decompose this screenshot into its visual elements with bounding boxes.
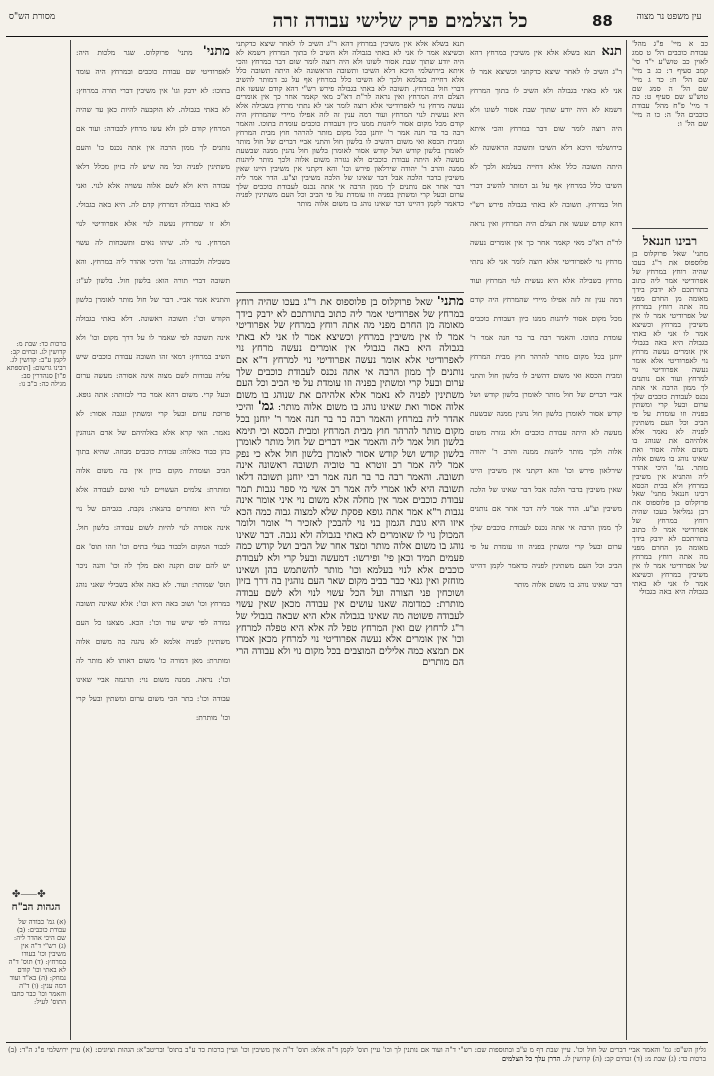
page-title: כל הצלמים פרק שלישי עבודה זרה — [272, 10, 528, 32]
ein-mishpat-label: עין משפט נר מצוה — [636, 12, 702, 22]
gilyon-hashas: גליון הש"ס: גמ' והאמר אביי דברים של חול וכו'. עיין שבת דף מ ע"ב ובתוספות שם: רש"י ד"ה ועוד אם נותנין לך וכו' עיין תוס' לקמן ד"ה אלא: תוס' ד"ה אין משיבין וכו' ועיין ברכות כד ע"ב בתוס' ובריטב"א: הגהות וציונים: (א) עיין ירושלמי פ"ג ה"ד: (ב) ברכות כד: (ג) שבת מ: (ד) זבחים קב: (ה) קדושין לג. — [8, 1046, 706, 1063]
main-top-rule — [236, 292, 464, 293]
ein-mishpat-rule — [632, 228, 708, 229]
commentary-above-main: תנא בשלא אלא אין משיבין במרחץ דהא ר"ג השיב לו לאחר שיצא כדקתני וכשיצא אמר לו אני לא באתי בגבולה ולא השיב לו בתוך המרחץ דשמא לא היה יודע שתוך שבת אסור לשונו ולא היה רוצה לומר שום דבר במרחץ והכי איתא בירושלמי היכא דלא השיבו ותשובה הראשונה לא היתה תשובה כלל אלא דחייה בעלמא ולכך לא השיבו כלל במרחץ אף על גב דמותר להשיב דברי חול במרחץ. תשובה לא באתי בגבולה פירש רש"י דהא קודם שעשו את הצלם היה המרחץ ואין נראה לר"ת דא"כ מאי קאמר אחר כך אין אומרים נעשה מרחץ נוי לאפרודיטי אלא רוצה לומר אני לא נתתי מרחץ בשבילה אלא היא נעשית לנוי המרחץ ועוד דמה ענין זה לזה אפילו מיירי שהמרחץ היה קודם מכל מקום אסור ליהנות ממנו כיון דעבודת כוכבים עומדת בתוכו. והאמר רבה בר בר חנה אמר ר' יוחנן בכל מקום מותר להרהר חוץ מבית המרחץ ומבית הכסא ואי משום דהשיב לו בלשון חול והתני אביי דברים של חול מותר לאומרן בלשון קודש ושל קודש אסור לאומרן בלשון חול נהנין ממנה שבשעת מעשה לא היתה עבודת כוכבים ולא נגזרה משום אלוה ולכך מותר ליהנות ממנה והרב ר' יהודה שירלאון פירש וכו' והא דקתני אין משיבין היינו שאין משיבין בדבר הלכה אבל דבר שאינו של הלכה משיבין וצ"ע. הדר אמר ליה דבר אחר אם נותנים לך ממון הרבה אי אתה נכנס לעבודת כוכבים שלך ערום ובעל קרי ומשתין בפניה וזו עומדת על פי הביב וכל העם משתינין לפניה כדאמר לקמן דהיינו דבר שאינו נוהג בו משום אלוה מותר — [236, 40, 464, 209]
rashi-column — [76, 40, 230, 1040]
tosafot-column — [470, 40, 622, 800]
hadran-mark: הדרן עלך כל הצלמים — [501, 1053, 561, 1063]
tosafot-text: תנא בשלא אלא אין משיבין במרחץ דהא ר"ג השיב לו לאחר שיצא כדקתני וכשיצא אמר לו אני לא באתי בגבולה ולא השיב לו בתוך המרחץ דשמא לא היה יודע שתוך שבת אסור לשונו ולא היה רוצה לומר שום דבר במרחץ והכי איתא בירושלמי היכא דלא השיבו ותשובה הראשונה לא היתה תשובה כלל אלא דחייה בעלמא ולכך לא השיבו כלל במרחץ אף על גב דמותר להשיב דברי חול במרחץ. תשובה לא באתי בגבולה פירש רש"י דהא קודם שעשו את הצלם היה המרחץ ואין נראה לר"ת דא"כ מאי קאמר אחר כך אין אומרים נעשה מרחץ נוי לאפרודיטי אלא רוצה לומר אני לא נתתי מרחץ בשבילה אלא היא נעשית לנוי המרחץ ועוד דמה ענין זה לזה אפילו מיירי שהמרחץ היה קודם מכל מקום אסור ליהנות ממנו כיון דעבודת כוכבים עומדת בתוכו. והאמר רבה בר בר חנה אמר ר' יוחנן בכל מקום מותר להרהר חוץ מבית המרחץ ומבית הכסא ואי משום דהשיב לו בלשון חול והתני אביי דברים של חול מותר לאומרן בלשון קודש ושל קודש אסור לאומרן בלשון חול נהנין ממנה שבשעת מעשה לא היתה עבודת כוכבים ולא נגזרה משום אלוה ולכך מותר ליהנות ממנה והרב ר' יהודה שירלאון פירש וכו' והא דקתני אין משיבין היינו שאין משיבין בדבר הלכה אבל דבר שאינו של הלכה משיבין וצ"ע. הדר אמר ליה דבר אחר אם נותנים לך ממון הרבה אי אתה נכנס לעבודת כוכבים שלך ערום ובעל קרי ומשתין בפניה וזו עומדת על פי הביב וכל העם משתינין לפניה כדאמר לקמן דהיינו דבר שאינו נוהג בו משום אלוה מותר — [470, 48, 622, 589]
rashi-text: מתני' פרוקלוס. שגר מלכות היה: לאפרודיטי שם עבודת כוכבים ובמרחץ היה עומד בתוכו: לא ידבק וגו' אין משיבין דברי תורה במרחץ: לא באתי בגבולה. לא הוקבעה להיות כאן עד שהיה המרחץ קודם לכן ולא עשו מרחץ לכבודה: ועוד אם נותנים לך ממון הרבה אין אתה נכנס כו' והעם משתינין לפניה וכל מה שיש לה בזיון מכלל דלאו עבודה היא ולא לשם אלוה עשויה אלא לנוי. ואני לא באתי בגבולה דמרחץ קדם לה. היא באה בגבולי. ולא זו שמרחץ נעשה לנוי אלא אפרודיטי לנוי המרחץ. נוי לה. שיהו נאים ותשבחות לה עשוי בשבילה ולכבודה: גמ' והיכי אהדר ליה במרחץ. והא תשובה דברי תורה הוא: בלשון חול. בלשון לע"ז: והתניא אמר אביי. דבר של חול מותר לאומרן בלשון הקודש וכו': תשובה ראשונה. דלא באתי בגבולה אינה תשובה לפי שאמר לו על דרך מקום וכו' ולא השיב במרחץ: דמאי זהו תשובה עבודת כוכבים שיש עליה עבודות לשם מצוה אינה אסורה: מעשה ערום ובעל קרי. משום דהא אמר כדי לבזותה: אתה גופא. פרוכת ערום ובעל קרי ומשתין ונגבה אסור: לא נאמר. האי קרא אלא באלהיהם של אדם הנוהגין בהן כבוד כאלוה: עבודת כוכבים מבוזה. שהיא בתוך הביב ועומדת מקום בזיון אין בה משום אלוה ומותרת: צלמים העשויים לנוי ואינם לעבודה אלא לנוי היא ומותרים בהנאה: נקבת. בגביהם של נוי אינה אסורה לנוי להיות לשום עבודה: בלשון חול. לכבוד המקום ולכבוד בעלי בתים וכו' וזהו תוס' אם יש להם שום תקנה ואם מלך לה וכו' והנה ניכר תוס' שמותר: ועוד. לא באה אלא בשבילי שאני נוהג במרחץ וכו' ושוב באה היא וכו': אלא שאינה תשובה גמורה לפי שיש עוד וכו': הכא. מצאנו כל העם משתינין לפניה אלמא לא נהגה בה משום אלוה ומותרת: מאן דמורה כו' משום דאותו לא מותר לה וכו': נראה. ממנה משום נוי: תרגמה אביי שאינו עבודה וכו': בתר הכי משום ערום ומשתין ובעל קרי וכו' מותרת: — [76, 48, 230, 722]
left-margin-rule — [70, 40, 71, 1040]
footer-notes — [8, 1046, 706, 1063]
page-number: 88 — [592, 12, 613, 30]
mishnah-text: שאל פרוקלוס בן פלוספוס את ר"ג בעכו שהיה רוחץ במרחץ של אפרודיטי אמר ליה כתוב בתורתכם לא ידבק בידך מאומה מן החרם מפני מה אתה רוחץ במרחץ של אפרודיטי אמר לו אין משיבין במרחץ וכשיצא אמר לו אני לא באתי בגבולה היא באה בגבולי אין אומרים נעשה מרחץ נוי לאפרודיטי אלא אומר נעשה אפרודיטי נוי למרחץ ד"א אם נותנים לך ממון הרבה אי אתה נכנס לעבודת כוכבים שלך ערום ובעל קרי ומשתין בפניה וזו עומדת על פי הביב וכל העם משתינין לפניה לא נאמר אלא אלהיהם את שנוהג בו משום אלוה אסור ואת שאינו נוהג בו משום אלוה מותר: — [236, 297, 464, 414]
page-header — [0, 6, 714, 36]
mishnah-tag: מתני' — [436, 296, 464, 309]
footer-rule — [6, 1042, 708, 1043]
right-margin-rule — [626, 40, 627, 1040]
gemara-tag: גמ' — [257, 399, 274, 415]
ornament-divider: ✤⸺✤ — [12, 889, 46, 900]
gemara-text: והיכי אהדר ליה במרחץ והאמר רבה בר בר חנה אמר ר' יוחנן בכל מקום מותר להרהר חוץ מבית המרחץ ומבית הכסא וכי תימא בלשון חול אמר ליה והאמר אביי דברים של חול מותר לאומרן בלשון קודש ושל קודש אסור לאומרן בלשון חול אלא כי נפק אמר ליה אמר רב זוטרא בר טוביה תשובה ראשונה אינה תשובה. והאמר רבה בר בר חנה אמר רבי יוחנן תשובה דלאו תשובה היא לאו אמרי ליה אמר רב אשי מי ספר נגבות תמר עבודת כוכבים אמר אין מחלה אלא משום נוי איני אומר אינה נגבות ר"א אמר אתה גופא פסקת שלא למצוה גבוה כמה הכא איזו היא גובת הגמון בני נוי להבכין לאזכיר ר' אומר ולומר המכולן נוי לו שאומרים לא באתי בגבולה ולא נגבה. דבר שאינו נוהג בו משום אלוה מותר ומצד אחר של הביב ושל קודש כמה פעמים תמיד וכאן פי' ופירשו: דמעשה ובעל קרי ולא לעבודת כוכבים אלא לנוי בעלמא וכו' מותר להשתמש בהן ושאינו מוחזק ואין גנאי כבר בביב מקום שאר העם נוהגין בה דרך בזיון ושוכחין פני הצורה ועל הכל עשוי לנוי ולא לשם עבודה מותרת: כמדומה שאנו עושים אין עבודה מכאן שאין עשוי לעבודה פשוטה מה שאינו בגבולה אלא היא שבאה בגבולי של ר"ג לרחוץ שם ואין המרחץ טפל לה אלא היא טפלה למרחץ וכו' אין אומרים אלא נעשה אפרודיטי נוי למרחץ מכאן אמרו אם תמצא כמה אלילים המוצבים בכל מקום נוי ולא עבודה הרי הם מותרים — [236, 402, 464, 669]
masoret-text: ברכות כד: שבת מ: קדושין לג. זבחים קב: לקמן ע"ב: קדושין לג. רבינו גרשום: [תוספתא פ"ו] סנהדרין סב: מגילה כה: ב"ב נו: — [6, 340, 66, 388]
header-rule — [6, 36, 708, 37]
masoret-label: מסורת הש"ס — [8, 12, 56, 22]
tosafot-heading: תנא — [601, 44, 622, 59]
haggahot-heading: הגהות הב"ח — [11, 902, 61, 913]
rashi-heading: מתני' — [202, 44, 230, 59]
rabbeinu-chananel-text: מתני' שאל פרוקלוס בן פלוספוס את ר"ג בעכו שהיה רוחץ במרחץ של אפרודיטי אמר ליה כתוב בתורתכם לא ידבק בידך מאומה מן החרם מפני מה אתה רוחץ במרחץ של אפרודיטי אמר לו אין משיבין במרחץ וכשיצא אמר לו אני לא באתי בגבולה היא באה בגבולי אין אומרים נעשה מרחץ נוי לאפרודיטי אלא אומר נעשה אפרודיטי נוי למרחץ ועוד אם נותנים לך ממון הרבה אי אתה נכנס לעבודת כוכבים שלך ערום ובעל קרי ומשתין בפניה וזו עומדת על פי הביב וכל העם משתינין לפניה לא נאמר אלא אלהיהם את שנוהג בו משום אלוה אסור ואת שאינו נוהג בו משום אלוה מותר. גמ' היכי אהדר ליה והתניא אין משיבין במרחץ ולא בבית הכסא רבינו חננאל מתני' שאל פרוקלוס בן פלוספוס את רבן גמליאל בעכו שהיה רוחץ במרחץ של אפרודיטי אמר לו כתוב בתורתכם לא ידבק בידך מאומה מן החרם מפני מה אתה רוחץ במרחץ של אפרודיטי אמר לו אין משיבין במרחץ וכשיצא אמר לו אני לא באתי בגבולה היא באה בגבולי — [632, 250, 708, 597]
haggahot-text: (א) גמ' כבודה של עבודת כוכבים: (ב) שם היכי אהדר ליה: (ג) רש"י ד"ה אין משיבין וכו' בעודו במרחץ: (ד) תוס' ד"ה לא באתי וכו' קודם נמחק: (ה) בא"ד ועוד דמה ענין: (ו) ד"ה והאמר וכו' כבר כתבו התוס' לעיל: — [8, 918, 66, 1006]
mishnah-gemara-column — [236, 296, 464, 1036]
rabbeinu-chananel-heading: רבינו חננאל — [642, 234, 698, 248]
ein-mishpat-text: כב א מיי' פ"ג מהל' עבודת כוכבים הל' ט סמג לאוין כב טוש"ע י"ד סי' קמב סעיף ד: כג ב מיי' שם הל' ח: כד ג מיי' שם הל' ה סמג שם טוש"ע שם סעיף ט: כה ד מיי' פ"ח מהל' עבודת כוכבים הל' ה: כו ה מיי' שם הל' ו: — [632, 40, 708, 129]
